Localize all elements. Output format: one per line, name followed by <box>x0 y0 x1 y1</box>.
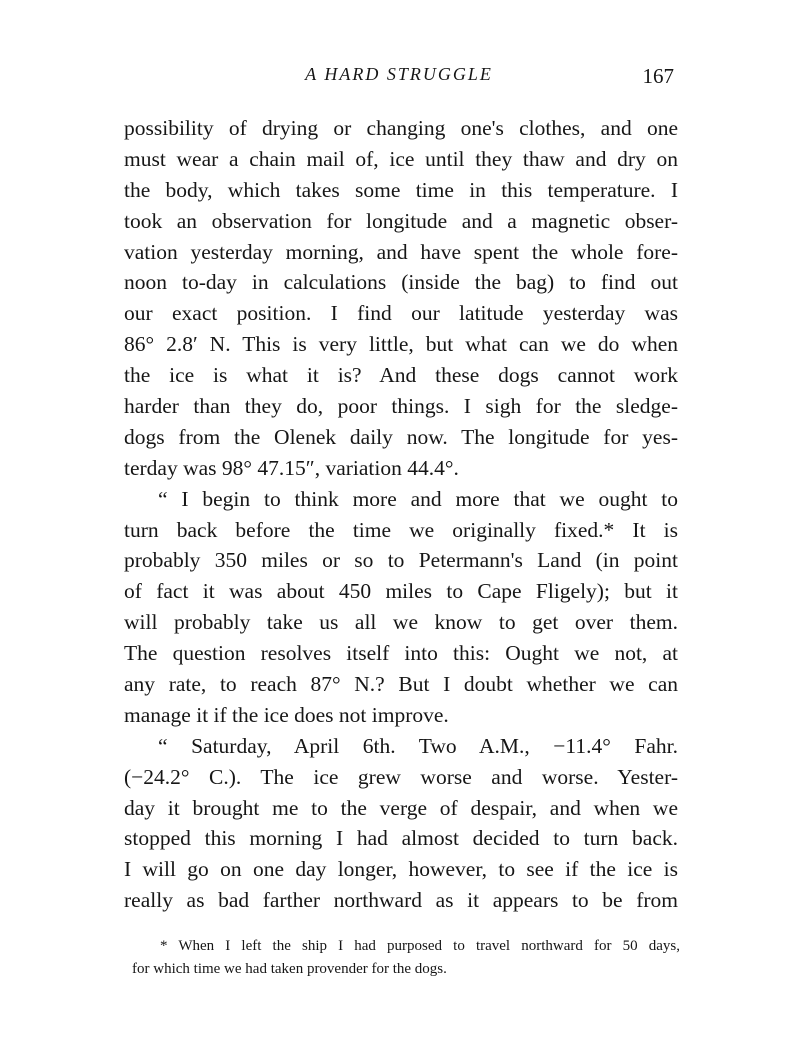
text-line: took an observation for longitude and a magnetic obser- <box>124 208 678 233</box>
text-line: possibility of drying or changing one's clothes, and one <box>124 116 678 140</box>
page-number: 167 <box>642 64 674 88</box>
text-line: turn back before the time we originally fixed.* It is <box>124 517 678 542</box>
text-line: vation yesterday morning, and have spent the whole fore- <box>124 239 678 264</box>
text-line: manage it if the ice does not improve. <box>124 702 449 727</box>
text-line: the ice is what it is? And these dogs cannot work <box>124 363 678 388</box>
text-line: any rate, to reach 87° N.? But I doubt whether we can <box>124 672 678 697</box>
text-line: terday was 98° 47.15″, variation 44.4°. <box>124 455 459 480</box>
text-line: probably 350 miles or so to Petermann's Land (in point <box>124 548 678 573</box>
text-line: stopped this morning I had almost decided to turn back. <box>124 826 678 851</box>
text-line: harder than they do, poor things. I sigh for the sledge- <box>124 394 678 419</box>
footnote-line: for which time we had taken provender for the dogs. <box>132 961 447 977</box>
text-line: The question resolves itself into this: Ought we not, at <box>124 641 678 666</box>
footnote <box>132 935 680 981</box>
text-line: (−24.2° C.). The ice grew worse and worse. Yester- <box>124 764 678 789</box>
text-line: day it brought me to the verge of despair, and when we <box>124 795 678 820</box>
text-line: will probably take us all we know to get over them. <box>124 610 678 635</box>
footnote-line: * When I left the ship I had purposed to travel northward for 50 days, <box>160 938 680 954</box>
text-line: noon to-day in calculations (inside the bag) to find out <box>124 270 678 295</box>
text-line: our exact position. I find our latitude yesterday was <box>124 301 678 326</box>
text-line: dogs from the Olenek daily now. The longitude for yes- <box>124 424 678 449</box>
text-line: the body, which takes some time in this temperature. I <box>124 177 678 202</box>
text-line: “ Saturday, April 6th. Two A.M., −11.4° Fahr. <box>158 733 678 758</box>
text-line: I will go on one day longer, however, to see if the ice is <box>124 857 678 882</box>
body-text <box>124 113 678 916</box>
text-line: of fact it was about 450 miles to Cape Fligely); but it <box>124 579 678 604</box>
running-title: A HARD STRUGGLE <box>305 64 493 84</box>
text-line: must wear a chain mail of, ice until they thaw and dry on <box>124 146 678 171</box>
text-line: “ I begin to think more and more that we ought to <box>158 486 678 511</box>
page-header <box>124 64 674 94</box>
text-line: 86° 2.8′ N. This is very little, but what can we do when <box>124 332 678 357</box>
text-line: really as bad farther northward as it appears to be from <box>124 888 678 913</box>
